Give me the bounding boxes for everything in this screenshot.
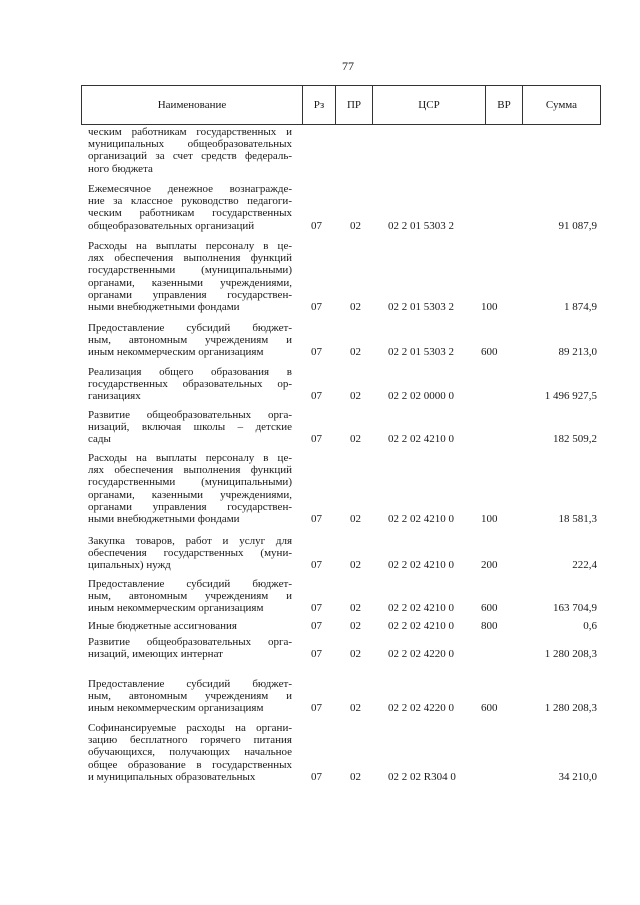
table-row [88,678,600,715]
row-name [88,722,292,783]
row-pr: 02 [350,513,361,525]
table-row [88,636,600,660]
row-rz: 07 [311,648,322,661]
row-pr: 02 [350,346,361,359]
row-name-line: обучающихся, получающих начальное [88,746,292,759]
row-pr: 02 [350,702,361,715]
header-vr: ВР [485,86,522,124]
row-name-line: государственными (муниципальными) [88,476,292,489]
row-name-line: общеобразовательных организаций [88,219,255,232]
row-name-line: органами, казенными учреждениями, [88,488,292,501]
header-sum: Сумма [522,86,600,124]
row-csr: 02 2 02 4220 0 [388,702,454,715]
row-name-line: Расходы на выплаты персоналу в це- [88,240,292,252]
table-row [88,722,600,783]
row-name-line: обеспечения государственных (муни- [88,547,292,560]
row-name-line: Расходы на выплаты персоналу в це- [88,452,292,464]
row-pr: 02 [350,433,361,446]
row-name-line: Иные бюджетные ассигнования [88,620,237,632]
row-rz: 07 [311,301,322,313]
table-row [88,183,600,232]
row-rz: 07 [311,620,322,632]
row-name-line: ным, автономным учреждениям и [88,590,292,603]
row-name-line: общее образование в государственных [88,758,292,771]
table-row [88,409,600,446]
row-name-line: Ежемесячное денежное вознагражде- [88,183,292,195]
row-name [88,240,292,313]
row-name-line: сады [88,433,111,446]
row-vr: 600 [481,702,498,715]
row-name-line: низаций, имеющих интернат [88,648,223,661]
row-csr: 02 2 02 R304 0 [388,770,456,783]
row-name [88,678,292,715]
row-csr: 02 2 02 4220 0 [388,648,454,661]
header-pr: ПР [335,86,372,124]
row-sum: 34 210,0 [558,770,597,783]
row-name-line: ние за классное руководство педагоги- [88,195,292,208]
table-header [81,85,601,125]
row-rz: 07 [311,433,322,446]
row-sum: 1 496 927,5 [544,390,597,403]
row-csr: 02 2 01 5303 2 [388,301,454,313]
row-sum: 222,4 [572,559,597,572]
row-sum: 163 704,9 [553,602,597,615]
row-vr: 100 [481,301,498,313]
row-vr: 600 [481,346,498,359]
row-name-line: Софинансируемые расходы на органи- [88,722,292,734]
row-rz: 07 [311,602,322,615]
row-pr: 02 [350,390,361,403]
row-name [88,366,292,403]
row-rz: 07 [311,770,322,783]
row-name [88,620,292,632]
row-name-line: Развитие общеобразовательных орга- [88,636,292,648]
row-csr: 02 2 02 4210 0 [388,433,454,446]
row-pr: 02 [350,219,361,232]
row-name-line: Предоставление субсидий бюджет- [88,578,292,590]
row-name-line: иным некоммерческим организациям [88,602,264,615]
table-row [88,240,600,313]
row-name-line: Предоставление субсидий бюджет- [88,322,292,334]
row-name-line: ганизациях [88,390,141,403]
row-pr: 02 [350,648,361,661]
row-csr: 02 2 02 0000 0 [388,390,454,403]
row-sum: 18 581,3 [558,513,597,525]
row-vr: 200 [481,559,498,572]
row-name [88,535,292,572]
row-csr: 02 2 01 5303 2 [388,346,454,359]
row-name-line: государственных образовательных ор- [88,378,292,391]
row-csr: 02 2 02 4210 0 [388,620,454,632]
row-name-line: ципальных) нужд [88,559,171,572]
table-row [88,452,600,525]
row-name-line: ными внебюджетными фондами [88,301,240,314]
row-sum: 0,6 [583,620,597,632]
row-name-line: зацию бесплатного горячего питания [88,734,292,747]
row-name-line: лях обеспечения выполнения функций [88,252,292,265]
row-name-line: органами управления государствен- [88,288,292,301]
row-csr: 02 2 02 4210 0 [388,602,454,615]
row-name [88,452,292,525]
row-name-line: Закупка товаров, работ и услуг для [88,535,292,547]
table-row [88,366,600,403]
row-name-line: ным, автономным учреждениям и [88,690,292,703]
table-row [88,535,600,572]
row-sum: 182 509,2 [553,433,597,446]
row-pr: 02 [350,559,361,572]
row-name-line: муниципальных общеобразовательных [88,138,292,151]
row-name-line: иным некоммерческим организациям [88,702,264,715]
row-name [88,183,292,232]
row-csr: 02 2 02 4210 0 [388,513,454,525]
row-name-line: ного бюджета [88,162,153,175]
row-sum: 1 280 208,3 [544,702,597,715]
row-sum: 91 087,9 [558,219,597,232]
row-name [88,322,292,359]
row-pr: 02 [350,301,361,313]
row-name-line: Реализация общего образования в [88,366,292,378]
row-name-line: органами управления государствен- [88,500,292,513]
row-sum: 1 874,9 [564,301,597,313]
row-rz: 07 [311,219,322,232]
row-name-line: иным некоммерческим организациям [88,346,264,359]
row-name-line: Предоставление субсидий бюджет- [88,678,292,690]
table-row [88,322,600,359]
row-name-line: и муниципальных образовательных [88,770,256,783]
row-name-line: ческим работникам государственных [88,207,292,220]
row-name-line: государственными (муниципальными) [88,264,292,277]
row-sum: 89 213,0 [558,346,597,359]
header-name: Наименование [157,99,227,111]
row-rz: 07 [311,513,322,525]
row-vr: 100 [481,513,498,525]
row-rz: 07 [311,346,322,359]
row-name-line: лях обеспечения выполнения функций [88,464,292,477]
row-name-line: Развитие общеобразовательных орга- [88,409,292,421]
row-name [88,409,292,446]
row-rz: 07 [311,559,322,572]
row-pr: 02 [350,770,361,783]
row-pr: 02 [350,620,361,632]
row-csr: 02 2 01 5303 2 [388,219,454,232]
header-csr: ЦСР [372,86,485,124]
row-csr: 02 2 02 4210 0 [388,559,454,572]
row-name-line: низаций, включая школы – детские [88,421,292,434]
row-name-line: ным, автономным учреждениям и [88,334,292,347]
row-rz: 07 [311,702,322,715]
row-name-line: органами, казенными учреждениями, [88,276,292,289]
header-rz: Рз [302,86,335,124]
row-name [88,126,292,175]
row-rz: 07 [311,390,322,403]
table-row [88,126,600,175]
table-row [88,620,600,632]
row-sum: 1 280 208,3 [544,648,597,661]
row-pr: 02 [350,602,361,615]
row-name-line: организаций за счет средств федераль- [88,150,292,163]
row-name [88,578,292,615]
row-vr: 600 [481,602,498,615]
row-vr: 800 [481,620,498,632]
row-name-line: ческим работникам государственных и [88,126,292,138]
page-number: 77 [342,59,354,73]
row-name-line: ными внебюджетными фондами [88,513,240,526]
row-name [88,636,292,660]
table-row [88,578,600,615]
